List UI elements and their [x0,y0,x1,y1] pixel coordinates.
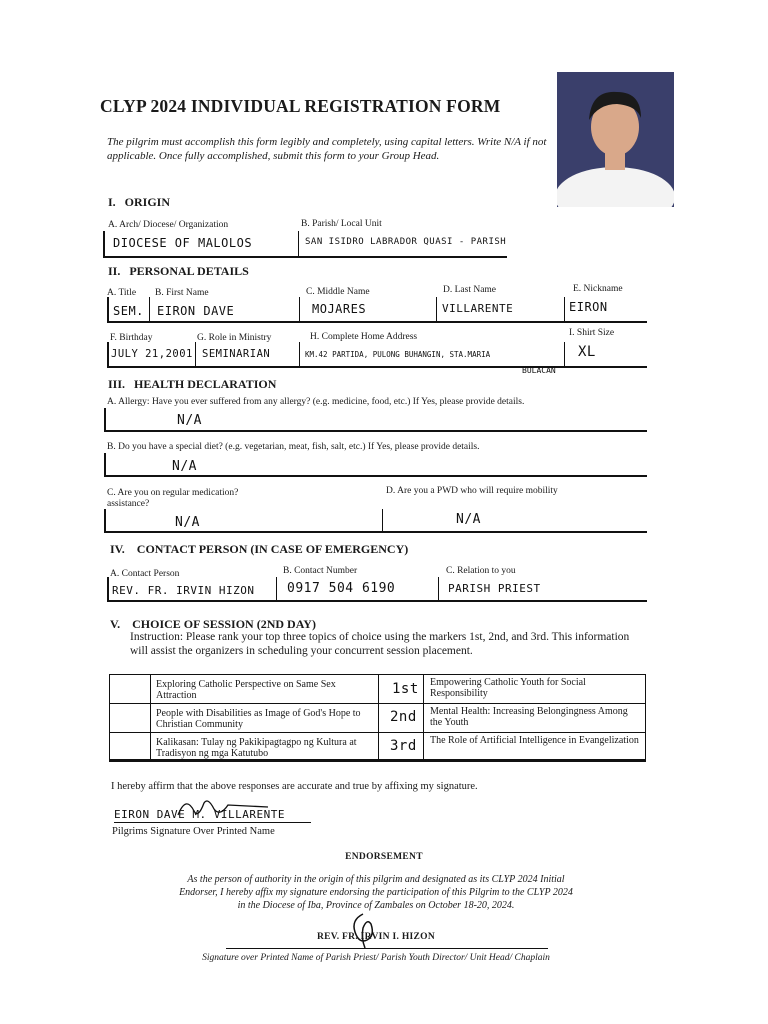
health-b-label: B. Do you have a special diet? (e.g. vegetarian, meat, fish, salt, etc.) If Yes, please provide details. [107,442,480,452]
personal-address-value-2[interactable]: BULACAN [522,366,556,375]
form-instructions: The pilgrim must accomplish this form legibly and completely, using capital letters. Write N/A if not applicable. Once fully accomplished, submit this form to your Group Head. [107,136,547,162]
pilgrim-photo [557,72,674,207]
personal-title-label: A. Title [107,288,137,298]
section-contact-heading: IV. CONTACT PERSON (IN CASE OF EMERGENCY) [110,542,409,556]
personal-nick-value[interactable]: EIRON [569,300,608,314]
endorsement-text-3: in the Diocese of Iba, Province of Zambales on October 18-20, 2024. [237,900,515,911]
affirm-signature-name: EIRON DAVE M. VILLARENTE [114,808,311,823]
section-health-heading: III. HEALTH DECLARATION [108,377,277,391]
session-rank-2[interactable]: 2nd [390,709,417,725]
personal-address-label: H. Complete Home Address [310,332,418,342]
session-left-topic-1: Exploring Catholic Perspective on Same Sex Attraction [156,679,336,701]
personal-role-value[interactable]: SEMINARIAN [202,348,271,360]
origin-b-label: B. Parish/ Local Unit [301,219,382,229]
origin-a-label: A. Arch/ Diocese/ Organization [108,220,229,230]
endorser-signature-icon [345,910,385,950]
section-personal-heading: II. PERSONAL DETAILS [108,264,249,278]
section-origin-heading: I. ORIGIN [108,195,171,209]
endorsement-text-1: As the person of authority in the origin of this pilgrim and designated as its CLYP 2024 Initial [187,874,565,885]
contact-b-label: B. Contact Number [283,566,358,576]
personal-middle-label: C. Middle Name [306,287,370,297]
session-left-topic-3: Kalikasan: Tulay ng Pakikipagtagpo ng Kultura at Tradisyon ng mga Katutubo [156,737,357,759]
health-d-value[interactable]: N/A [456,512,481,527]
endorser-signature-line [226,948,548,949]
health-a-label: A. Allergy: Have you ever suffered from any allergy? (e.g. medicine, food, etc.) If Yes, please provide details. [107,397,525,407]
health-b-value[interactable]: N/A [172,459,197,474]
origin-b-value[interactable]: SAN ISIDRO LABRADOR QUASI - PARISH [305,237,507,247]
personal-bday-label: F. Birthday [110,333,153,343]
personal-bday-value[interactable]: JULY 21,2001 [111,348,193,360]
personal-first-label: B. First Name [155,288,209,298]
endorsement-text-2: Endorser, I hereby affix my signature endorsing the participation of this Pilgrim to the CLYP 2024 [179,887,573,898]
contact-c-label: C. Relation to you [446,566,516,576]
health-a-value[interactable]: N/A [177,413,202,428]
endorsement-heading: ENDORSEMENT [345,852,423,862]
endorser-name: REV. FR. IRVIN I. HIZON [316,932,436,942]
session-right-topic-1: Empowering Catholic Youth for Social Responsibility [430,677,586,699]
personal-title-value[interactable]: SEM. [113,304,144,318]
personal-last-value[interactable]: VILLARENTE [442,302,514,315]
contact-a-label: A. Contact Person [110,569,180,579]
contact-c-value[interactable]: PARISH PRIEST [448,582,541,595]
personal-address-value[interactable]: KM.42 PARTIDA, PULONG BUHANGIN, STA.MARIA [305,350,491,359]
form-title: CLYP 2024 INDIVIDUAL REGISTRATION FORM [100,96,501,116]
personal-middle-value[interactable]: MOJARES [312,302,367,316]
health-c-label: C. Are you on regular medication? [107,488,239,498]
session-right-topic-2: Mental Health: Increasing Belongingness Among the Youth [430,706,628,728]
health-d-label-2: assistance? [107,499,150,509]
personal-first-value[interactable]: EIRON DAVE [157,304,235,318]
health-c-value[interactable]: N/A [175,515,200,530]
endorser-label: Signature over Printed Name of Parish Priest/ Parish Youth Director/ Unit Head/ Chaplain [202,953,550,963]
personal-shirt-value[interactable]: XL [578,344,596,360]
session-instruction: Instruction: Please rank your top three topics of choice using the markers 1st, 2nd, and 3rd. This information will assist the organizers in scheduling your concurrent session placement. [130,631,630,657]
session-rank-3[interactable]: 3rd [390,738,417,754]
affirm-signature-label: Pilgrims Signature Over Printed Name [112,826,275,837]
affirm-text: I hereby affirm that the above responses are accurate and true by affixing my signature. [111,781,478,792]
contact-b-value[interactable]: 0917 504 6190 [287,581,396,596]
contact-a-value[interactable]: REV. FR. IRVIN HIZON [112,584,255,597]
session-rank-1[interactable]: 1st [392,681,419,697]
session-left-topic-2: People with Disabilities as Image of God's Hope to Christian Community [156,708,361,730]
origin-a-value[interactable]: DIOCESE OF MALOLOS [113,236,253,250]
personal-role-label: G. Role in Ministry [197,333,272,343]
health-d-label: D. Are you a PWD who will require mobility [386,486,558,496]
personal-nick-label: E. Nickname [573,284,623,294]
section-session-heading: V. CHOICE OF SESSION (2ND DAY) [110,617,316,631]
session-right-topic-3: The Role of Artificial Intelligence in Evangelization [430,735,639,746]
personal-last-label: D. Last Name [443,285,497,295]
personal-shirt-label: I. Shirt Size [569,328,615,338]
